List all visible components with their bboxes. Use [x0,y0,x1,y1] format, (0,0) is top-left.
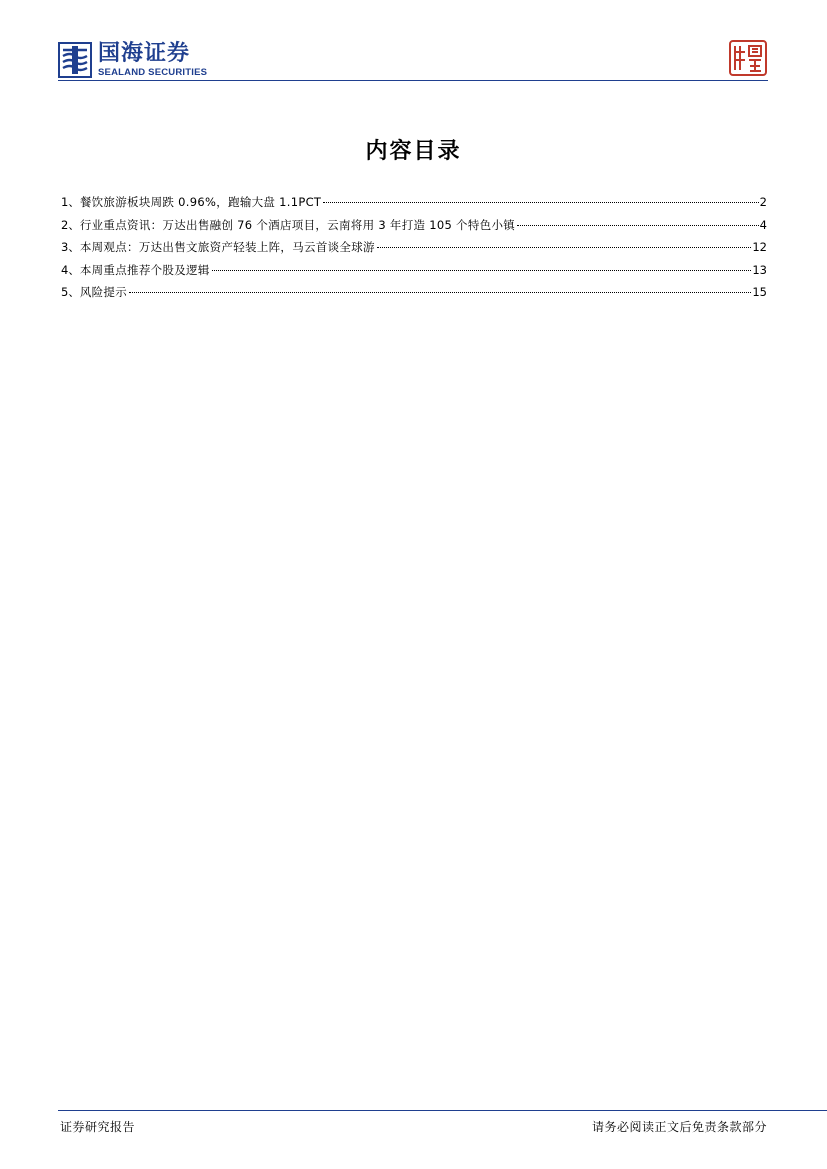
toc-entry-page: 12 [752,240,767,254]
table-of-contents [61,191,767,304]
toc-entry-separator: 、 [68,262,80,277]
toc-entry-page: 4 [759,217,767,232]
logo-english-name: SEALAND SECURITIES [98,67,208,78]
toc-entry-5[interactable] [61,281,767,304]
toc-dot-leader [377,247,752,248]
toc-entry-number: 2 [61,217,69,232]
toc-entry-title: 本周重点推荐个股及逻辑 [79,262,210,277]
research-institute-seal-icon [729,40,767,76]
toc-title: 内容目录 [365,138,462,164]
toc-entry-page: 13 [752,262,767,277]
footer-disclaimer-notice: 请务必阅读正文后免责条款部分 [591,1120,767,1134]
toc-entry-separator: 、 [68,217,80,232]
toc-entry-title: 风险提示 [79,285,128,299]
toc-entry-title: 本周观点：万达出售文旅资产轻装上阵，马云首谈全球游 [79,240,375,254]
toc-entry-page: 15 [752,285,767,299]
toc-entry-1[interactable] [61,191,767,214]
toc-entry-separator: 、 [68,285,80,299]
toc-entry-page: 2 [759,195,767,209]
logo-chinese-name: 国海证券 [98,41,191,66]
toc-entry-title: 行业重点资讯：万达出售融创 76 个酒店项目，云南将用 3 年打造 105 个特色小镇 [79,217,516,232]
toc-entry-4[interactable] [61,259,767,282]
toc-entry-3[interactable] [61,236,767,259]
toc-entry-number: 4 [61,262,69,277]
toc-entry-number: 3 [61,240,69,254]
footer-report-type: 证券研究报告 [60,1120,136,1134]
toc-entry-separator: 、 [68,240,80,254]
toc-dot-leader [129,292,751,293]
footer-divider [58,1110,827,1111]
toc-dot-leader [323,202,758,203]
toc-dot-leader [212,270,752,271]
toc-entry-number: 5 [61,285,69,299]
company-logo [58,40,238,80]
toc-entry-title: 餐饮旅游板块周跌 0.96%，跑输大盘 1.1PCT [79,195,322,209]
toc-entry-2[interactable] [61,214,767,237]
toc-entry-separator: 、 [68,195,80,209]
toc-dot-leader [517,225,759,226]
toc-entry-number: 1 [61,195,69,209]
header-divider [58,80,768,81]
sealand-logo-icon [58,42,92,78]
